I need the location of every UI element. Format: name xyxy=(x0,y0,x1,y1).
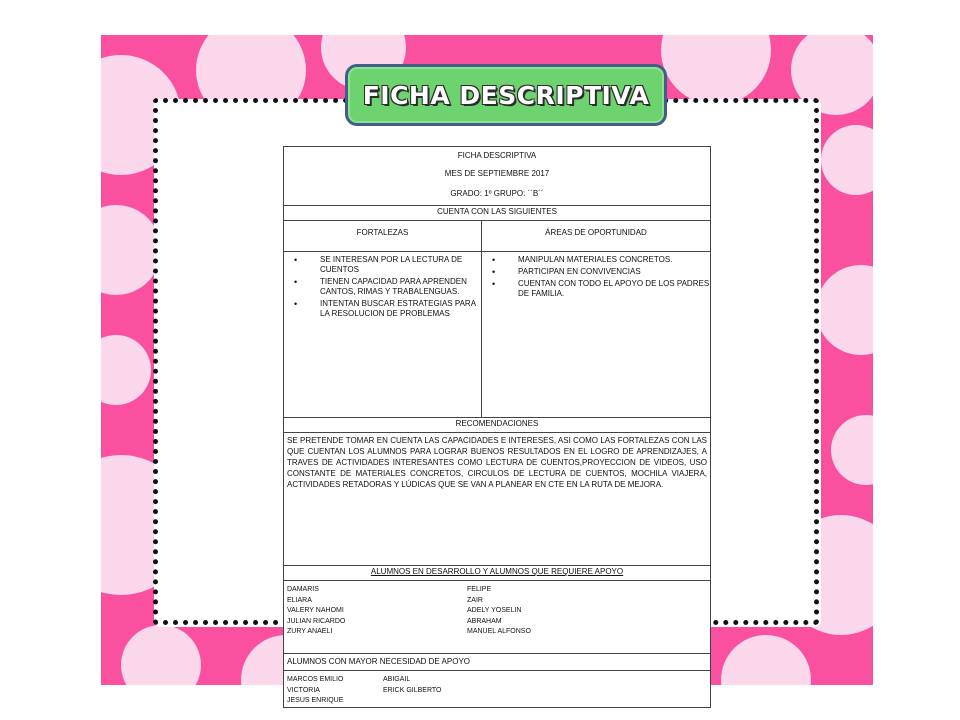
recommendations-title: RECOMENDACIONES xyxy=(284,418,711,433)
student-name: DAMARIS xyxy=(287,586,319,593)
support-title-row xyxy=(284,566,711,581)
strengths-header: FORTALEZAS xyxy=(284,221,482,252)
counts-with-label: CUENTA CON LAS SIGUIENTES xyxy=(284,206,711,221)
student-name: JULIAN RICARDO xyxy=(287,617,346,625)
student-name: ELIARA xyxy=(287,596,312,604)
support-title: ALUMNOS EN DESARROLLO Y ALUMNOS QUE REQUIERE APOYO xyxy=(284,566,711,581)
support-names xyxy=(284,581,710,642)
ficha-table xyxy=(283,146,711,708)
need-title-row xyxy=(284,654,711,671)
lists-row xyxy=(284,252,711,418)
student-name: JESUS ENRIQUE xyxy=(287,697,344,704)
student-name: VALERY NAHOMI xyxy=(287,607,344,614)
counts-row xyxy=(284,206,711,221)
support-names-row xyxy=(284,581,711,654)
strengths-list xyxy=(284,255,481,319)
list-item: • CUENTAN CON TODO EL APOYO DE LOS PADRES DE FAMILIA. xyxy=(492,279,710,299)
student-name: ZURY ANAELI xyxy=(287,628,333,635)
student-name: VICTORIA xyxy=(287,686,320,694)
need-names-row xyxy=(284,671,711,708)
grade-group-label: GRADO: 1º GRUPO: ´´B´´ xyxy=(450,189,544,198)
recommendations-text: SE PRETENDE TOMAR EN CUENTA LAS CAPACIDADES E INTERESES, ASI COMO LAS FORTALEZAS CON LAS QUE CUENTAN LOS ALUMNOS PARA LOGRAR BUENOS RESULTADOS EN EL LOGRO DE APRENDIZAJES, A TRAVES DE ACTIVIDADES INTERESANTES COMO LECTURA DE CUENTOS,PROYECCION DE VIDEOS, USO CONSTANTE DE MATERIALES CONCRETOS, CIRCULOS DE LECTURA DE CUENTOS, MOCHILA VIAJERA, ACTIVIDADES RETADORAS Y LÚDICAS QUE SE VAN A PLANEAR EN CTE EN LA RUTA DE MEJORA. xyxy=(284,433,711,566)
list-item: • PARTICIPAN EN CONVIVENCIAS xyxy=(492,267,710,277)
student-name: ABIGAIL xyxy=(383,676,411,683)
list-item: • SE INTERESAN POR LA LECTURA DE CUENTOS xyxy=(294,255,481,275)
title-banner xyxy=(345,64,667,126)
need-title: ALUMNOS CON MAYOR NECESIDAD DE APOYO xyxy=(284,654,711,671)
list-item: • MANIPULAN MATERIALES CONCRETOS. xyxy=(492,255,710,265)
recommendations-text-row xyxy=(284,433,711,566)
student-name: ABRAHAM xyxy=(467,617,502,625)
columns-header-row xyxy=(284,221,711,252)
student-name: ZAIR xyxy=(467,596,483,604)
student-name: MANUEL ALFONSO xyxy=(467,628,531,635)
recommendations-title-row xyxy=(284,418,711,433)
table-heading: FICHA DESCRIPTIVA xyxy=(457,151,537,160)
opportunities-list xyxy=(482,255,710,299)
student-name: ADELY YOSELIN xyxy=(467,607,522,614)
page-title: FICHA DESCRIPTIVA xyxy=(362,80,650,110)
opportunities-header: ÁREAS DE OPORTUNIDAD xyxy=(482,221,711,252)
student-name: MARCOS EMILIO xyxy=(287,676,344,683)
student-name: ERICK GILBERTO xyxy=(383,686,442,694)
need-names xyxy=(284,671,710,707)
list-item: • INTENTAN BUSCAR ESTRATEGIAS PARA LA RESOLUCION DE PROBLEMAS xyxy=(294,299,481,319)
student-name: FELIPE xyxy=(467,586,492,593)
header-row xyxy=(284,147,711,206)
month-label: MES DE SEPTIEMBRE 2017 xyxy=(444,169,550,178)
list-item: • TIENEN CAPACIDAD PARA APRENDEN CANTOS, RIMAS Y TRABALENGUAS. xyxy=(294,277,481,297)
